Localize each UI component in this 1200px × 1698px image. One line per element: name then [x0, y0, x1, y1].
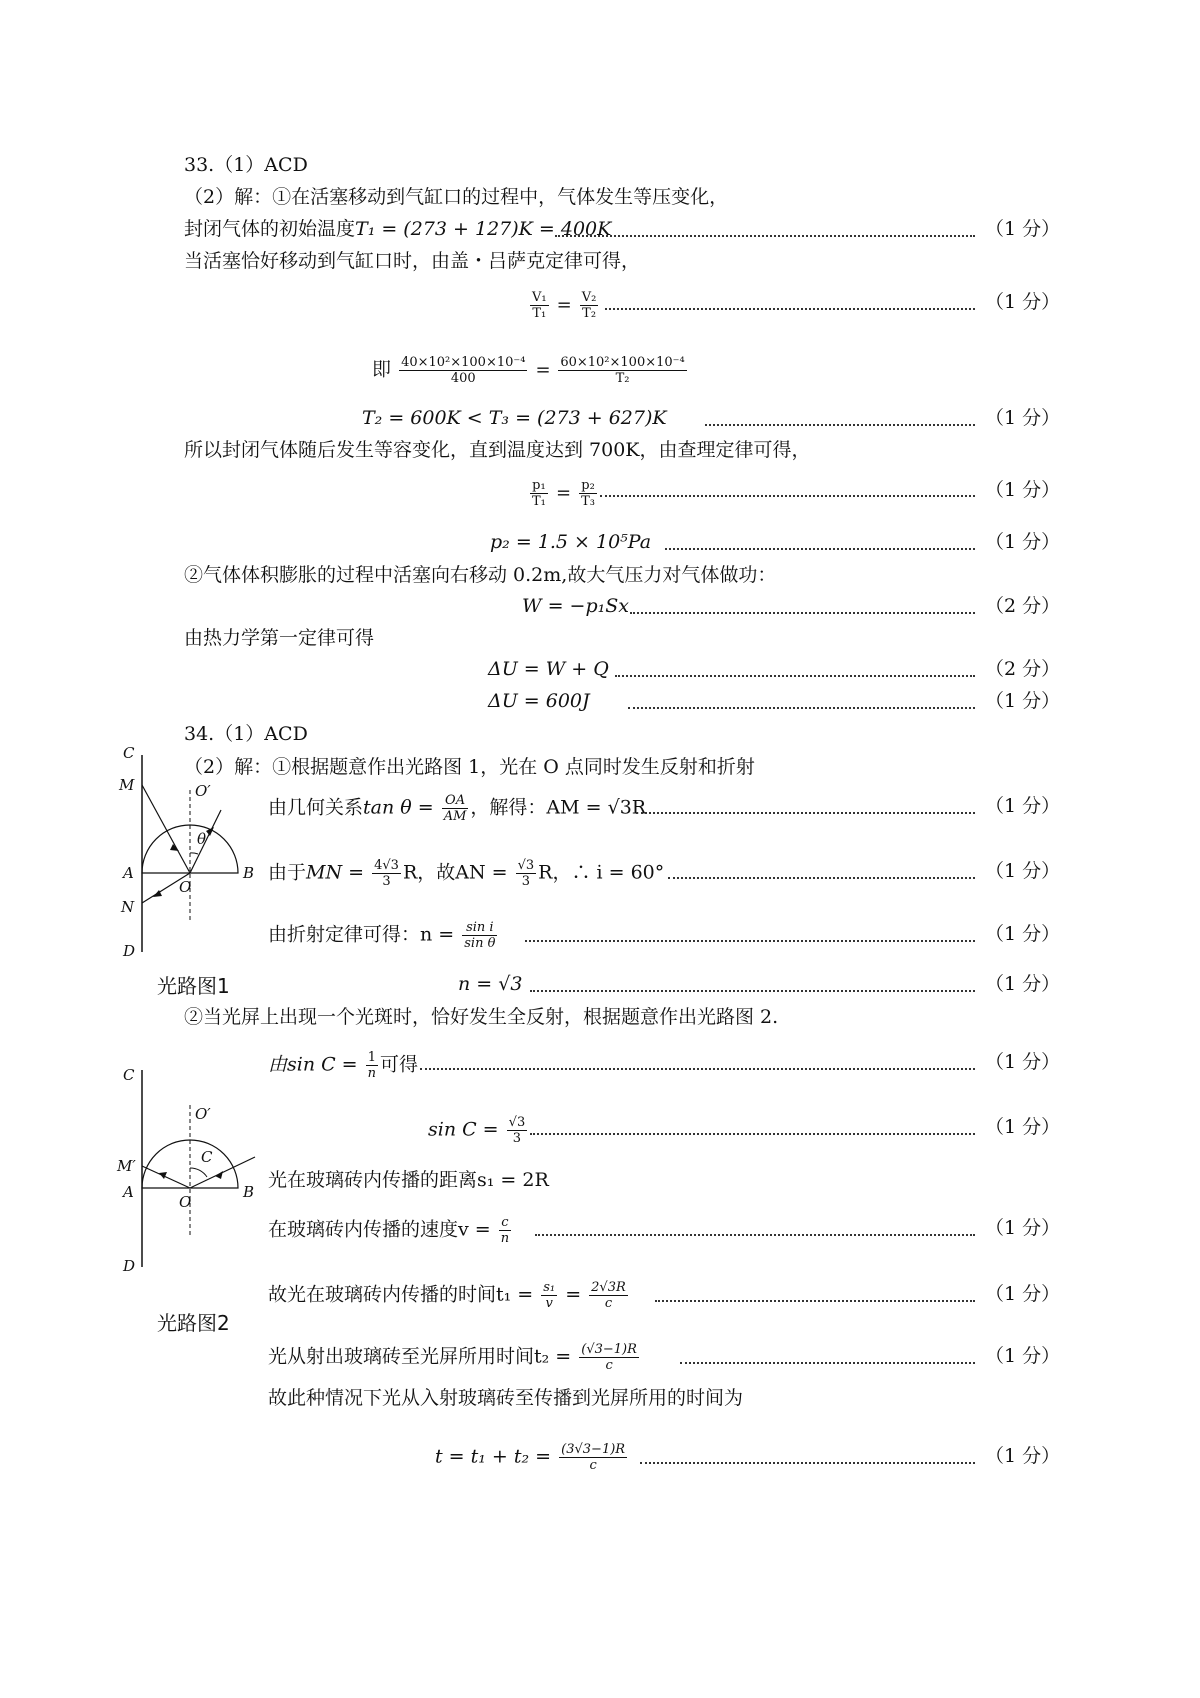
t2-formula: T₂ = 600K < T₃ = (273 + 627)K — [362, 407, 667, 429]
score: （1 分） — [985, 1445, 1061, 1467]
leader-dots — [530, 990, 975, 992]
score: （1 分） — [985, 407, 1061, 429]
score: （1 分） — [985, 531, 1061, 553]
leader-dots — [655, 1300, 975, 1302]
q33-part1: 33.（1）ACD — [184, 154, 308, 176]
fig2-label-o: O — [179, 1193, 192, 1211]
fig2-label-d: D — [123, 1257, 136, 1275]
sinc-value-line: sin C = $\frac{√3}{3}$ — [428, 1115, 526, 1146]
score: （1 分） — [985, 973, 1061, 995]
fig2-label-a: A — [123, 1183, 134, 1201]
score: （1 分） — [985, 795, 1061, 817]
fig1-label-n: N — [121, 898, 135, 916]
geom-line: 由几何关系tan θ = $\frac{OA}{AM}$ ，解得：AM = √3R — [268, 793, 647, 824]
fig1-label-c: C — [123, 744, 135, 762]
total-time-line: 故此种情况下光从入射玻璃砖至传播到光屏所用的时间为 — [268, 1387, 744, 1409]
t2-line: 光从射出玻璃砖至光屏所用时间t₂ = $\frac{(√3-1)R}{c}$ — [268, 1342, 637, 1373]
du-value: ΔU = 600J — [488, 690, 590, 712]
score: （1 分） — [985, 1345, 1061, 1367]
q34-part1: 34.（1）ACD — [184, 723, 308, 745]
leader-dots — [420, 1068, 975, 1070]
score: （1 分） — [985, 1217, 1061, 1239]
fig1-label-d: D — [123, 942, 136, 960]
leader-dots — [555, 235, 975, 237]
refraction-line: 由折射定律可得：n = $\frac{\text{sin i}}{\text{sin θ}}$ — [268, 920, 496, 951]
du-formula: ΔU = W + Q — [488, 658, 609, 680]
isochoric-line: 所以封闭气体随后发生等容变化，直到温度达到 700K，由查理定律可得， — [184, 439, 811, 461]
q33-part2-intro: （2）解：①在活塞移动到气缸口的过程中，气体发生等压变化， — [184, 186, 729, 208]
leader-dots — [600, 495, 975, 497]
v-line: 在玻璃砖内传播的速度v = $\frac{c}{n}$ — [268, 1215, 510, 1246]
leader-dots — [705, 424, 975, 426]
leader-dots — [525, 940, 975, 942]
fig1-label-o-prime: O′ — [195, 782, 211, 800]
fig1-label-b: B — [243, 864, 255, 882]
score: （2 分） — [985, 595, 1061, 617]
n-value: n = √3 — [458, 973, 523, 995]
leader-dots — [640, 1462, 975, 1464]
gay-lussac-equation: $\frac{\text{V₁}}{\text{T₁}}$ = $\frac{\text{V₂}}{\text{T₂}}$ — [532, 290, 597, 321]
t1-formula: T₁ = (273 + 127)K = 400K — [355, 218, 612, 240]
leader-dots — [535, 1234, 975, 1236]
fig1-label-a: A — [123, 864, 134, 882]
q34-part2-intro: （2）解：①根据题意作出光路图 1，光在 O 点同时发生反射和折射 — [184, 756, 755, 778]
leader-dots — [680, 1362, 975, 1364]
leader-dots — [668, 877, 975, 879]
p2-formula: p₂ = 1.5 × 10⁵Pa — [490, 531, 652, 553]
q34-part2b: ②当光屏上出现一个光斑时，恰好发生全反射，根据题意作出光路图 2. — [184, 1006, 779, 1028]
leader-dots — [530, 1133, 975, 1135]
fig2-label-c: C — [123, 1066, 135, 1084]
score: （1 分） — [985, 479, 1061, 501]
score: （1 分） — [985, 1283, 1061, 1305]
leader-dots — [628, 707, 975, 709]
light-path-figure-1 — [115, 740, 265, 965]
leader-dots — [605, 308, 975, 310]
q33-part2b: ②气体体积膨胀的过程中活塞向右移动 0.2m,故大气压力对气体做功： — [184, 564, 777, 586]
leader-dots — [636, 812, 975, 814]
fig1-label-o: O — [179, 878, 192, 896]
score: （1 分） — [985, 923, 1061, 945]
q33-t1-line: 封闭气体的初始温度T₁ = (273 + 127)K = 400K — [184, 218, 612, 240]
fig2-label-b: B — [243, 1183, 255, 1201]
leader-dots — [665, 548, 975, 550]
mn-line: 由于MN = $\frac{4√3}{3}$ R，故AN = $\frac{√3}{3}$ R，∴ i = 60° — [268, 858, 665, 889]
score: （1 分） — [985, 218, 1061, 240]
light-path-figure-2 — [115, 1055, 265, 1280]
fig2-label-m-prime: M′ — [117, 1157, 136, 1175]
fig2-label-angle-c: C — [201, 1148, 213, 1166]
fig1-caption: 光路图1 — [157, 974, 230, 998]
score: （1 分） — [985, 1116, 1061, 1138]
leader-dots — [615, 675, 975, 677]
score: （1 分） — [985, 1051, 1061, 1073]
charles-equation: $\frac{\text{p₁}}{\text{T₁}}$ = $\frac{\text{p₂}}{\text{T₃}}$ — [532, 478, 595, 509]
gay-lussac-line: 当活塞恰好移动到气缸口时，由盖・吕萨克定律可得， — [184, 250, 641, 272]
first-law-line: 由热力学第一定律可得 — [184, 627, 375, 649]
score: （1 分） — [985, 291, 1061, 313]
leader-dots — [630, 612, 975, 614]
fig2-label-o-prime: O′ — [195, 1105, 211, 1123]
substituted-equation: 即 $\frac{\text{40×10²×100×10⁻⁴}}{400}$ = $\frac{\text{60×10²×100×10⁻⁴}}{\text{T₂}}$ — [372, 355, 685, 386]
t1-line: 故光在玻璃砖内传播的时间t₁ = $\frac{\text{s₁}}{v}$ = $\frac{2√3R}{c}$ — [268, 1280, 626, 1311]
fig1-label-theta: θ — [197, 830, 207, 848]
fig1-label-m: M — [119, 776, 135, 794]
fig2-caption: 光路图2 — [157, 1311, 230, 1335]
score: （2 分） — [985, 658, 1061, 680]
sinc-line: 由sin C = $\frac{1}{n}$ 可得 — [268, 1050, 419, 1081]
s1-line: 光在玻璃砖内传播的距离s₁ = 2R — [268, 1169, 549, 1191]
score: （1 分） — [985, 690, 1061, 712]
score: （1 分） — [985, 860, 1061, 882]
w-formula: W = −p₁Sx — [522, 595, 629, 617]
t-formula-line: t = t₁ + t₂ = $\frac{(3√3-1)R}{c}$ — [435, 1442, 626, 1473]
